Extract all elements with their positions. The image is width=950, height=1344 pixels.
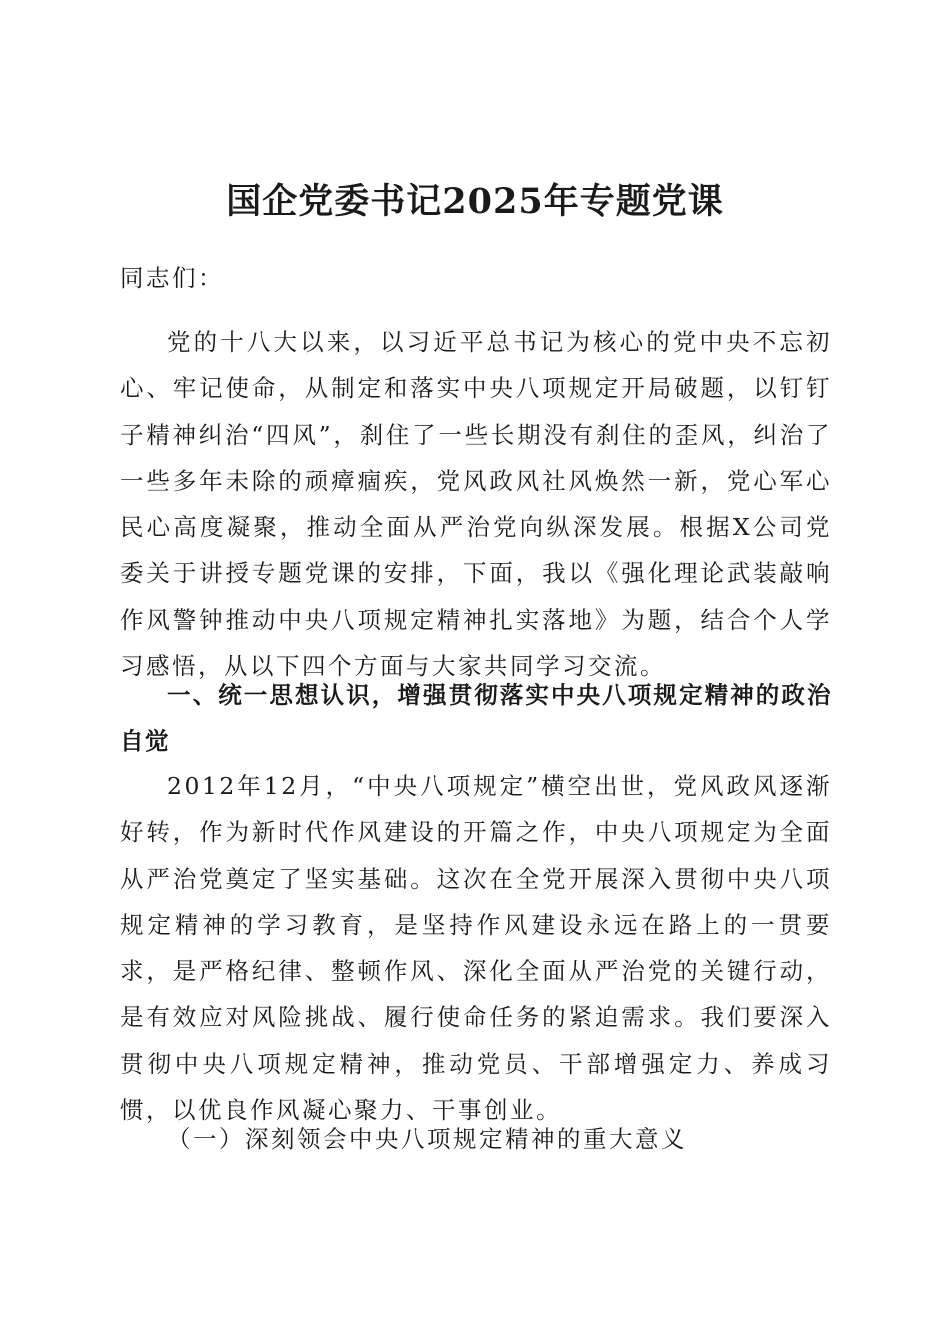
section-1-paragraph: 2012年12月，“中央八项规定”横空出世，党风政风逐渐好转，作为新时代作风建设的开篇之作，中央八项规定为全面从严治党奠定了坚实基础。这次在全党开展深入贯彻中央八项规定精神的学习教育，是坚持作风建设永远在路上的一贯要求，是严格纪律、整顿作风、深化全面从严治党的关键行动，是有效应对风险挑战、履行使命任务的紧迫需求。我们要深入贯彻中央八项规定精神，推动党员、干部增强定力、养成习惯，以优良作风凝心聚力、干事创业。	[120, 772, 832, 1125]
salutation: 同志们：	[120, 264, 224, 292]
document-title: 国企党委书记2025年专题党课	[226, 181, 724, 222]
intro-paragraph: 党的十八大以来，以习近平总书记为核心的党中央不忘初心、牢记使命，从制定和落实中央八项规定开局破题，以钉钉子精神纠治“四风”，刹住了一些长期没有刹住的歪风，纠治了一些多年未除的顽瘴痼疾，党风政风社风焕然一新，党心军心民心高度凝聚，推动全面从严治党向纵深发展。根据X公司党委关于讲授专题党课的安排，下面，我以《强化理论武装敲响作风警钟推动中央八项规定精神扎实落地》为题，结合个人学习感悟，从以下四个方面与大家共同学习交流。	[120, 328, 832, 681]
subsection-heading-1: （一）深刻领会中央八项规定精神的重大意义	[167, 1125, 687, 1153]
section-heading-1: 一、统一思想认识，增强贯彻落实中央八项规定精神的政治自觉	[120, 681, 832, 756]
